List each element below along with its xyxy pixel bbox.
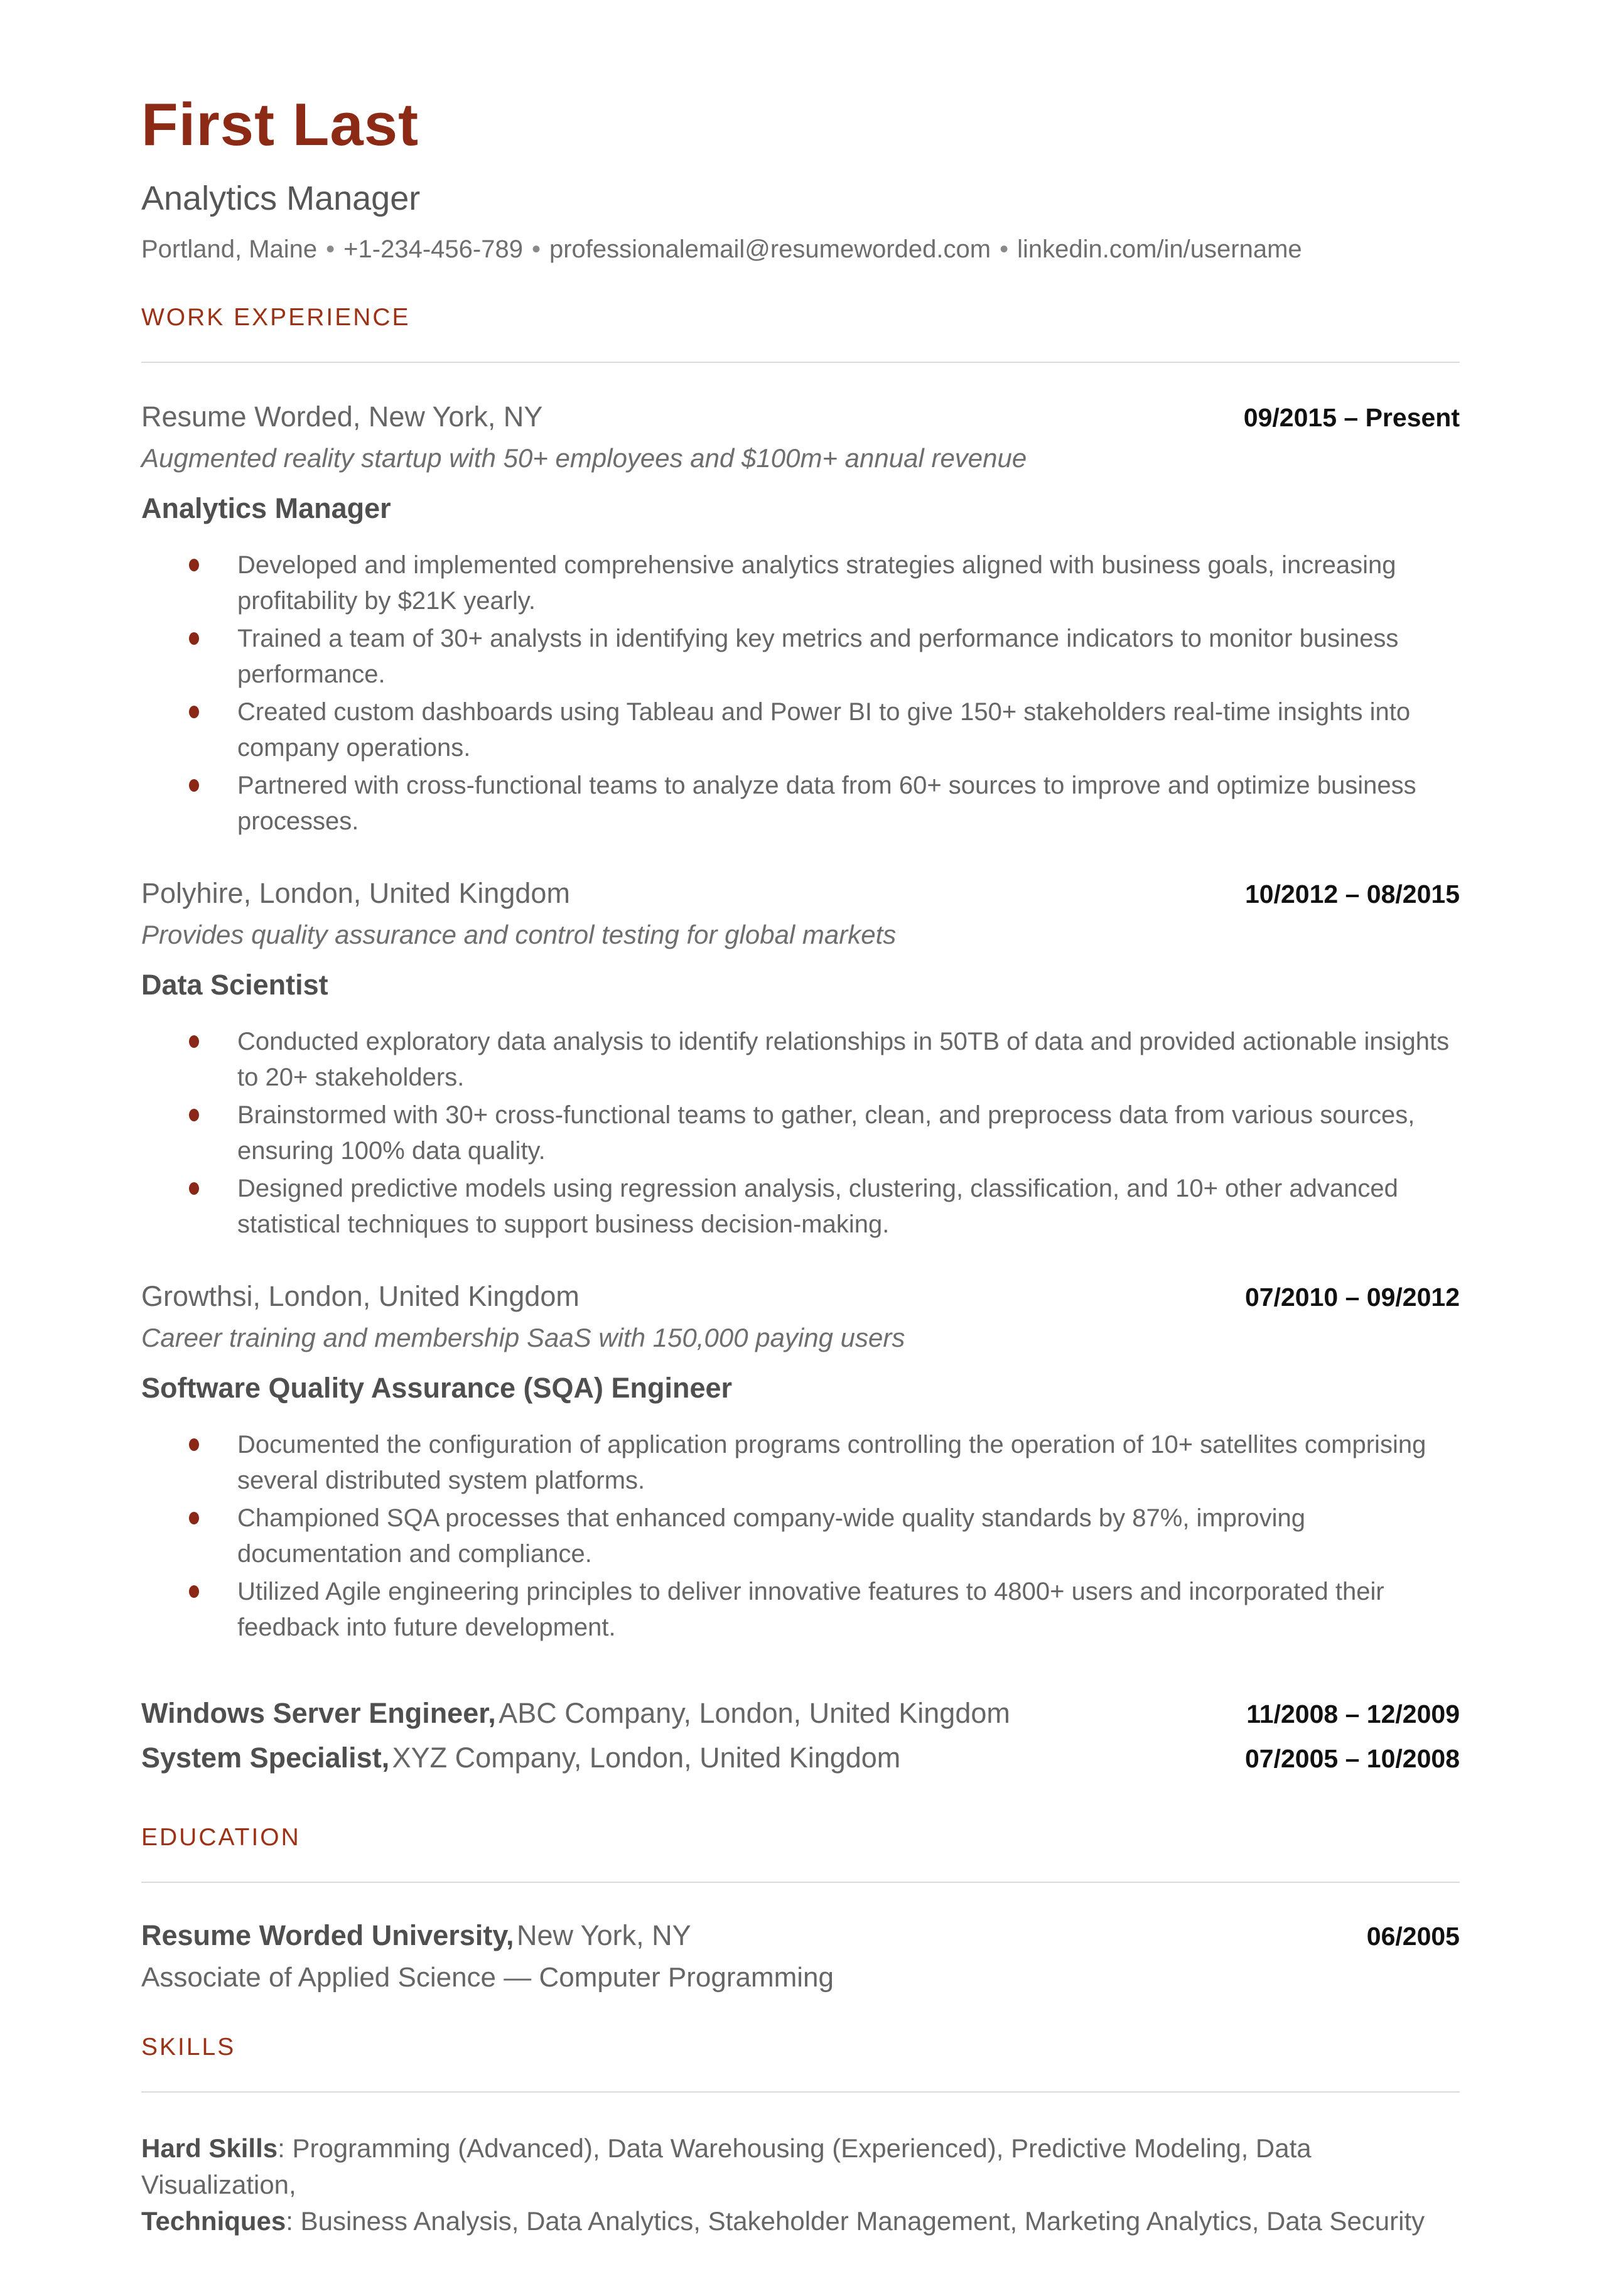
job-dates: 10/2012 – 08/2015 — [1245, 879, 1460, 908]
bullet-icon — [189, 1109, 199, 1121]
bullet-text: Developed and implemented comprehensive analytics strategies aligned with business goals, increasing profitability by $21K yearly. — [237, 551, 1396, 615]
education-entry — [141, 1919, 1460, 1993]
job-dates: 07/2010 – 09/2012 — [1245, 1282, 1460, 1312]
bullet-icon — [189, 706, 199, 718]
dot-separator: • — [1000, 235, 1009, 263]
contact-email: professionalemail@resumeworded.com — [549, 235, 991, 263]
bullet-icon — [189, 1182, 199, 1195]
section-divider — [141, 362, 1460, 363]
bullet-icon — [189, 1438, 199, 1451]
job-description: Provides quality assurance and control testing for global markets — [141, 919, 897, 949]
skills-label: Hard Skills — [141, 2133, 278, 2163]
job-bullet — [141, 547, 1460, 619]
job-bullet-list — [141, 1024, 1460, 1242]
job-bullet — [141, 694, 1460, 766]
section-heading-work: WORK EXPERIENCE — [141, 303, 411, 331]
bullet-text: Championed SQA processes that enhanced company-wide quality standards by 87%, improving documentation and compliance. — [237, 1504, 1305, 1568]
job-bullet — [141, 1574, 1460, 1646]
dot-separator: • — [531, 235, 541, 263]
contact-phone: +1-234-456-789 — [343, 235, 523, 263]
bullet-icon — [189, 1512, 199, 1524]
person-name: First Last — [141, 91, 419, 158]
section-work-experience — [141, 304, 1460, 1784]
compact-role-left — [141, 1739, 900, 1784]
job-bullet-list — [141, 1427, 1460, 1646]
bullet-icon — [189, 779, 199, 792]
compact-role-title: System Specialist, — [141, 1741, 390, 1774]
skills-label: Techniques — [141, 2206, 286, 2236]
bullet-text: Utilized Agile engineering principles to deliver innovative features to 4800+ users and incorporated their feedback into future development. — [237, 1577, 1384, 1641]
bullet-text: Conducted exploratory data analysis to identify relationships in 50TB of data and provided actionable insights to 20+ stakeholders. — [237, 1027, 1450, 1091]
job-description: Career training and membership SaaS with 150,000 paying users — [141, 1322, 905, 1352]
section-skills — [141, 2034, 1460, 2239]
job-entry — [141, 401, 1460, 839]
compact-role-dates: 07/2005 – 10/2008 — [1245, 1744, 1460, 1773]
bullet-text: Trained a team of 30+ analysts in identifying key metrics and performance indicators to monitor business performance. — [237, 624, 1399, 688]
section-heading-education: EDUCATION — [141, 1823, 301, 1851]
compact-role-dates: 11/2008 – 12/2009 — [1246, 1699, 1460, 1728]
compact-role-row — [141, 1695, 1460, 1739]
skills-line — [141, 2130, 1460, 2203]
job-bullet-list — [141, 547, 1460, 839]
skills-block — [141, 2130, 1460, 2239]
skills-values: : Programming (Advanced), Data Warehousing (Experienced), Predictive Modeling, Data Visualization, — [141, 2133, 1312, 2199]
bullet-icon — [189, 632, 199, 645]
job-bullet — [141, 1171, 1460, 1242]
compact-role-row — [141, 1739, 1460, 1784]
job-bullet — [141, 621, 1460, 693]
bullet-text: Partnered with cross-functional teams to analyze data from 60+ sources to improve and optimize business processes. — [237, 771, 1416, 835]
education-school-line — [141, 1919, 691, 1952]
section-heading-skills: SKILLS — [141, 2033, 236, 2061]
contact-location: Portland, Maine — [141, 235, 318, 263]
compact-role-left — [141, 1695, 1010, 1739]
job-bullet — [141, 1501, 1460, 1572]
job-title: Analytics Manager — [141, 492, 391, 524]
job-company: Growthsi, London, United Kingdom — [141, 1280, 579, 1312]
bullet-icon — [189, 1035, 199, 1048]
bullet-icon — [189, 559, 199, 571]
education-school: Resume Worded University, — [141, 1919, 514, 1951]
job-header — [141, 401, 1460, 433]
job-title: Software Quality Assurance (SQA) Engineer — [141, 1371, 733, 1404]
job-bullet — [141, 768, 1460, 839]
resume-header — [141, 92, 1460, 264]
bullet-icon — [189, 1585, 199, 1598]
job-header — [141, 877, 1460, 910]
section-education — [141, 1824, 1460, 1993]
earlier-roles — [141, 1695, 1460, 1784]
skills-line — [141, 2203, 1460, 2239]
job-description: Augmented reality startup with 50+ employees and $100m+ annual revenue — [141, 443, 1027, 473]
education-location: New York, NY — [516, 1919, 691, 1951]
education-degree: Associate of Applied Science — Computer Programming — [141, 1961, 834, 1993]
job-bullet — [141, 1097, 1460, 1169]
job-header — [141, 1280, 1460, 1313]
job-entry — [141, 877, 1460, 1242]
bullet-text: Documented the configuration of application programs controlling the operation of 10+ satellites comprising several distributed system platforms. — [237, 1430, 1426, 1494]
job-company: Resume Worded, New York, NY — [141, 400, 543, 433]
dot-separator: • — [326, 235, 335, 263]
bullet-text: Designed predictive models using regression analysis, clustering, classification, and 10+ other advanced statistical techniques to support business decision-making. — [237, 1174, 1398, 1238]
job-company: Polyhire, London, United Kingdom — [141, 876, 570, 909]
job-entry — [141, 1280, 1460, 1646]
contact-line — [141, 235, 1460, 264]
compact-role-title: Windows Server Engineer, — [141, 1696, 496, 1729]
job-bullet — [141, 1024, 1460, 1096]
compact-role-company: ABC Company, London, United Kingdom — [499, 1696, 1010, 1729]
job-dates: 09/2015 – Present — [1243, 402, 1460, 432]
skills-values: : Business Analysis, Data Analytics, Stakeholder Management, Marketing Analytics, Data Security — [286, 2206, 1425, 2236]
contact-linkedin: linkedin.com/in/username — [1017, 235, 1302, 263]
compact-role-company: XYZ Company, London, United Kingdom — [392, 1741, 901, 1774]
section-divider — [141, 1882, 1460, 1883]
section-divider — [141, 2091, 1460, 2093]
bullet-text: Brainstormed with 30+ cross-functional teams to gather, clean, and preprocess data from various sources, ensuring 100% data quality. — [237, 1101, 1415, 1165]
bullet-text: Created custom dashboards using Tableau and Power BI to give 150+ stakeholders real-time insights into company operations. — [237, 698, 1411, 762]
person-job-title: Analytics Manager — [141, 179, 421, 217]
education-dates: 06/2005 — [1366, 1921, 1460, 1951]
education-header — [141, 1919, 1460, 1952]
job-title: Data Scientist — [141, 968, 328, 1001]
job-bullet — [141, 1427, 1460, 1499]
